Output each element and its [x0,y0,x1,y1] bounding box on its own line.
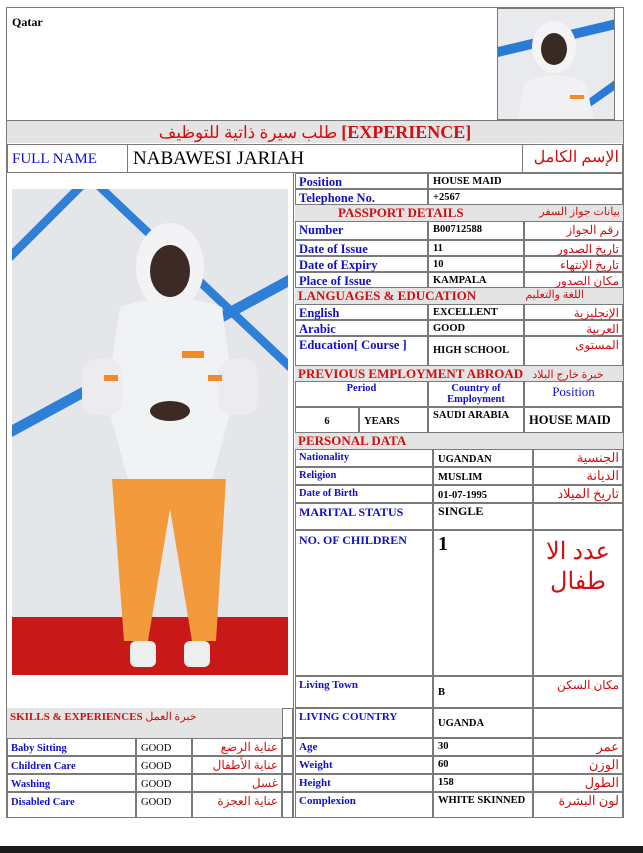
language-row-value: EXCELLENT [428,304,524,320]
position-label: Position [295,173,428,189]
passport-row-arabic: مكان الصدور [524,272,623,288]
languages-section-header [295,288,623,304]
passport-row-label: Place of Issue [295,272,428,288]
living-country-label: LIVING COUNTRY [295,708,433,738]
language-row-label: Education[ Course ] [295,336,428,366]
employment-section-header [295,366,623,381]
passport-row-value: 10 [428,256,524,272]
skills-header-gap [282,708,293,738]
body-stat-value: WHITE SKINNED [433,792,533,818]
title-english: [EXPERIENCE] [341,122,472,142]
body-stat-value: 30 [433,738,533,756]
telephone-label: Telephone No. [295,189,428,205]
personal-row-arabic: الديانة [533,467,623,485]
living-town-value: B [433,676,533,708]
body-stat-arabic: لون البشرة [533,792,623,818]
skill-row-gap [282,756,293,774]
page-bottom-bar [0,846,643,853]
body-stat-arabic: الطول [533,774,623,792]
passport-title-arabic: بيانات جواز السفر [539,206,620,218]
employment-position: HOUSE MAID [524,407,623,433]
full-body-photo [12,189,288,675]
skills-title: SKILLS & EXPERIENCES [10,711,143,723]
passport-row-label: Date of Issue [295,240,428,256]
skill-row-value: GOOD [136,774,192,792]
personal-row-label: Nationality [295,449,433,467]
employment-country: SAUDI ARABIA [428,407,524,433]
language-row-arabic: الإنجليزية [524,304,623,320]
marital-value: SINGLE [433,503,533,530]
portrait-photo [497,8,615,120]
passport-row-arabic: رقم الجواز [524,221,623,240]
body-stat-value: 158 [433,774,533,792]
personal-row-label: Date of Birth [295,485,433,503]
passport-section-header [295,205,623,221]
language-row-value: HIGH SCHOOL [428,336,524,366]
skill-row-value: GOOD [136,756,192,774]
body-stat-value: 60 [433,756,533,774]
skill-row-value: GOOD [136,738,192,756]
full-name-value: NABAWESI JARIAH [133,148,305,169]
period-number: 6 [295,407,359,433]
personal-row-value: 01-07-1995 [433,485,533,503]
body-stat-label: Weight [295,756,433,774]
title-arabic: طلب سيرة ذاتية للتوظيف [158,123,338,142]
title-bar [7,121,623,143]
language-row-arabic: العربية [524,320,623,336]
living-country-extra [533,708,623,738]
living-country-value: UGANDA [433,708,533,738]
living-town-label: Living Town [295,676,433,708]
passport-row-value: KAMPALA [428,272,524,288]
marital-label: MARITAL STATUS [295,503,433,530]
children-arabic: عدد الا طفال [533,530,623,676]
skill-row-arabic: عناية الرضع [192,738,282,756]
skill-row-gap [282,774,293,792]
position-value: HOUSE MAID [428,173,623,189]
marital-extra-cell [533,503,623,530]
children-value: 1 [433,530,533,676]
skill-row-label: Washing [7,774,136,792]
body-stat-label: Height [295,774,433,792]
full-name-label: FULL NAME [12,151,97,167]
living-town-arabic: مكان السكن [533,676,623,708]
body-stat-arabic: عمر [533,738,623,756]
passport-row-value: B00712588 [428,221,524,240]
passport-row-arabic: تاريخ الصدور [524,240,623,256]
personal-row-arabic: تاريخ الميلاد [533,485,623,503]
language-row-value: GOOD [428,320,524,336]
body-stat-label: Age [295,738,433,756]
employment-position-header: Position [524,381,623,407]
telephone-value: +2567 [428,189,623,205]
skill-row-gap [282,792,293,818]
period-header: Period [295,381,428,407]
passport-row-label: Number [295,221,428,240]
skill-row-label: Children Care [7,756,136,774]
languages-title: LANGUAGES & EDUCATION [298,288,477,303]
skill-row-gap [282,738,293,756]
language-row-label: Arabic [295,320,428,336]
employment-title: PREVIOUS EMPLOYMENT ABROAD [298,366,524,381]
skills-section-header [7,708,282,738]
passport-row-arabic: تاريخ الإنتهاء [524,256,623,272]
period-unit: YEARS [359,407,428,433]
employment-title-arabic: خبرة خارج البلاد [532,369,604,381]
left-column-divider [293,173,294,818]
body-stat-label: Complexion [295,792,433,818]
languages-title-arabic: اللغة والتعليم [525,289,584,301]
skill-row-value: GOOD [136,792,192,818]
passport-title: PASSPORT DETAILS [338,205,464,220]
country-of-employment-header: Country of Employment [428,381,524,407]
passport-row-label: Date of Expiry [295,256,428,272]
full-name-arabic: الإسم الكامل [533,149,619,166]
personal-row-value: UGANDAN [433,449,533,467]
skill-row-arabic: عناية العجزة [192,792,282,818]
personal-row-label: Religion [295,467,433,485]
personal-section-header: PERSONAL DATA [295,433,623,449]
body-stat-arabic: الوزن [533,756,623,774]
personal-row-value: MUSLIM [433,467,533,485]
skill-row-arabic: عناية الأطفال [192,756,282,774]
personal-row-arabic: الجنسية [533,449,623,467]
children-label: NO. OF CHILDREN [295,530,433,676]
passport-row-value: 11 [428,240,524,256]
skill-row-label: Disabled Care [7,792,136,818]
language-row-label: English [295,304,428,320]
skill-row-label: Baby Sitting [7,738,136,756]
skills-title-arabic: خبرة العمل [145,711,197,723]
language-row-arabic: المستوى [524,336,623,366]
skill-row-arabic: غسل [192,774,282,792]
country-label: Qatar [12,15,43,29]
